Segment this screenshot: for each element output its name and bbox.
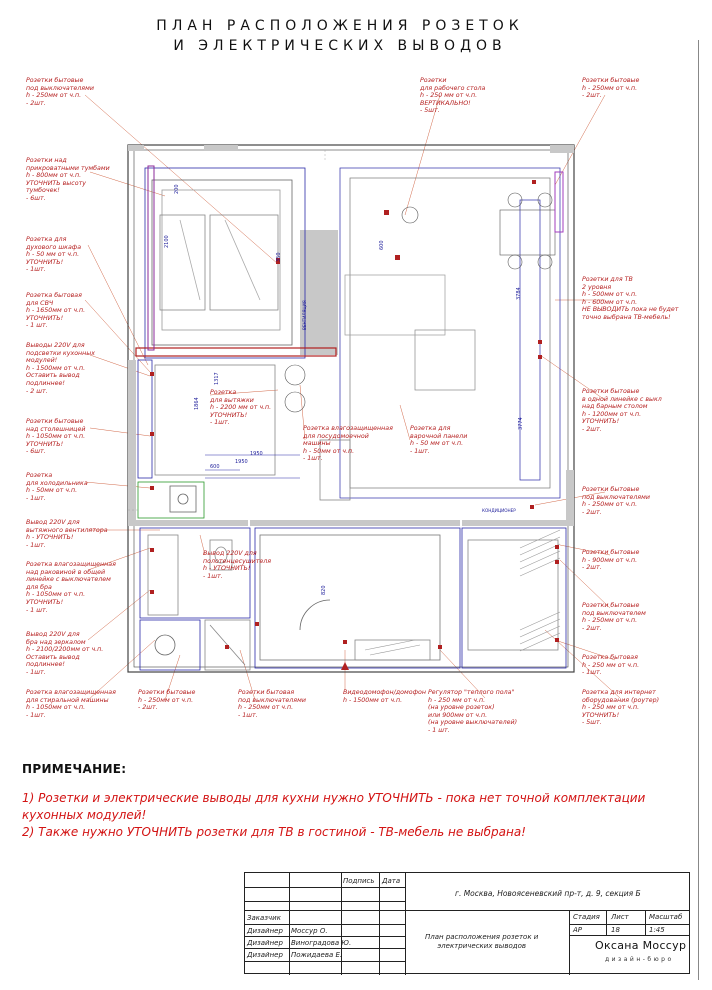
hallway — [255, 528, 460, 668]
tb-scale-label: Масштаб — [649, 913, 683, 921]
annotation-single-outlet: Розетка бытовая h - 250 мм от ч.п. - 1шт. — [582, 654, 640, 677]
annotation-cabinet-lighting: Выводы 220V для подсветки кухонных модулей! h - 1500мм от ч.п. Оставить вывод подлиннее! - 2 шт. — [26, 342, 95, 395]
dim-3784: 3784 — [516, 287, 522, 300]
annotation-sink-outlet: Розетка влагозащищенная над раковиной в общей линейке с выключателем для бра h - 1050мм от ч.п. УТОЧНИТЬ! - 1 шт. — [26, 561, 116, 614]
annotation-tv-outlets: Розетки для ТВ 2 уровня h - 500мм от ч.п. h - 600мм от ч.п. НЕ ВЫВОДИТЬ пока не будет точно выбрана ТВ-мебель! — [582, 276, 679, 321]
label-ventilation: ВЕНТИЛЯЦИЯ — [302, 300, 307, 330]
annotation-900-outlets: Розетки бытовые h - 900мм от ч.п. - 2шт. — [582, 549, 640, 572]
title-block — [244, 872, 690, 974]
annotation-living-outlets: Розетки бытовые h - 250мм от ч.п. - 2шт. — [582, 77, 640, 100]
dim-820: 820 — [321, 585, 327, 595]
sheet-border — [698, 40, 699, 980]
annotation-bath-outlets: Розетки бытовые h - 250мм от ч.п. - 2шт. — [138, 689, 196, 712]
tb-designer-1: Моссур О. — [291, 927, 328, 935]
tb-sheet-title: План расположения розеток и электрических выводов — [425, 933, 539, 950]
annotation-microwave-outlet: Розетка бытовая для СВЧ h - 1650мм от ч.п. УТОЧНИТЬ! - 1 шт. — [26, 292, 86, 330]
notes-section — [22, 762, 682, 841]
annotation-desk-outlets: Розетки для рабочего стола h - 250 мм от ч.п. ВЕРТИКАЛЬНО! - 5шт. — [420, 77, 486, 115]
tb-designer-label-2: Дизайнер — [247, 939, 283, 947]
annotation-towel-warmer: Вывод 220V для полотенцесушителя h - УТОЧНИТЬ! - 1шт. — [203, 550, 272, 580]
hatching — [365, 530, 560, 655]
tb-scale: 1:45 — [649, 926, 665, 934]
annotation-fridge-outlet: Розетка для холодильника h - 50мм от ч.п. - 1шт. — [26, 472, 88, 502]
tb-designer-3: Пожидаева Е. — [291, 951, 343, 959]
annotation-hood-outlet: Розетка для вытяжки h - 2200 мм от ч.п. УТОЧНИТЬ! - 1шт. — [210, 389, 272, 427]
bedroom — [145, 168, 305, 358]
dim-2100: 2100 — [164, 235, 170, 248]
dim-1317: 1317 — [214, 372, 220, 385]
annotation-bar-outlets: Розетки бытовые в одной линейке с выкл над барным столом h - 1200мм от ч.п. УТОЧНИТЬ! - 2шт. — [582, 388, 662, 433]
annotation-hall-outlet: Розетки бытовая под выключателями h - 250мм от ч.п. - 1шт. — [238, 689, 306, 719]
note-1: 1) Розетки и электрические выводы для кухни нужно УТОЧНИТЬ - пока нет точной комплектации — [22, 791, 646, 805]
annotation-router-outlet: Розетка для интернет оборудования (роутер) h - 250 мм от ч.п. УТОЧНИТЬ! - 5шт. — [582, 689, 660, 727]
title-line-1: ПЛАН РАСПОЛОЖЕНИЯ РОЗЕТОК — [156, 18, 524, 34]
annotation-mirror-sconce: Вывод 220V для бра над зеркалом h - 2100/2200мм от ч.п. Оставить вывод подлиннее! - 1шт. — [26, 631, 104, 676]
annotation-bedside-outlets: Розетки над прикроватными тумбами h - 800мм от ч.п. УТОЧНИТЬ высоту тумбочек! - 6шт. — [26, 157, 110, 202]
notes-heading: ПРИМЕЧАНИЕ: — [22, 762, 127, 776]
dim-600-b: 600 — [379, 240, 385, 250]
label-conditioner: КОНДИЦИОНЕР — [482, 508, 516, 513]
tb-sheet: 18 — [611, 926, 620, 934]
tb-customer-label: Заказчик — [247, 914, 281, 922]
tb-stage: АР — [573, 926, 583, 934]
title-line-2: И ЭЛЕКТРИЧЕСКИХ ВЫВОДОВ — [173, 38, 507, 54]
annotation-washer-outlet: Розетка влагозащищенная для стиральной машины h - 1050мм от ч.п. - 1шт. — [26, 689, 116, 719]
annotation-bedroom-outlets: Розетки бытовые под выключателями h - 250мм от ч.п. - 2шт. — [26, 77, 94, 107]
dim-200: 200 — [174, 184, 180, 194]
wall-fills — [128, 145, 574, 526]
dim-1950: 1950 — [235, 459, 248, 465]
annotation-living-switch-outlets: Розетки бытовые под выключателями h - 250мм от ч.п. - 2шт. — [582, 486, 650, 516]
tb-address: г. Москва, Новоясеневский пр-т, д. 9, секция Б — [455, 889, 641, 898]
tb-sheet-label: Лист — [611, 913, 629, 921]
annotation-intercom: Видеодомофон/домофон h - 1500мм от ч.п. — [343, 689, 426, 704]
dim-600: 600 — [210, 464, 220, 470]
tb-designer-2: Виноградова Ю. — [291, 939, 352, 947]
annotation-switch-outlets-right: Розетки бытовые под выключателем h - 250мм от ч.п. - 2шт. — [582, 602, 646, 632]
brand-name: Оксана Моссур — [595, 939, 687, 952]
tb-designer-label-3: Дизайнер — [247, 951, 283, 959]
note-2: 2) Также нужно УТОЧНИТЬ розетки для ТВ в гостиной - ТВ-мебель не выбрана! — [22, 825, 526, 839]
annotation-oven-outlet: Розетка для духового шкафа h - 50 мм от ч.п. УТОЧНИТЬ! - 1шт. — [26, 236, 82, 274]
bottom-right-room — [462, 528, 566, 668]
tb-designer-label-1: Дизайнер — [247, 927, 283, 935]
tb-stage-label: Стадия — [573, 913, 600, 921]
note-1-continued: кухонных модулей! — [22, 808, 147, 822]
brand-subtitle: дизайн-бюро — [605, 956, 674, 963]
annotation-cooktop-outlet: Розетка для варочной панели h - 50 мм от ч.п. - 1шт. — [410, 425, 468, 455]
dim-1950-b: 1950 — [250, 451, 263, 457]
dim-1864: 1864 — [194, 397, 200, 410]
annotation-fan-output: Вывод 220V для вытяжного вентилятора h - УТОЧНИТЬ! - 1шт. — [26, 519, 108, 549]
tb-sign-label: Подпись — [343, 877, 375, 885]
annotation-countertop-outlets: Розетки бытовые над столешницей h - 1050мм от ч.п. УТОЧНИТЬ! - 6шт. — [26, 418, 86, 456]
dim-3774: 3774 — [518, 417, 524, 430]
dim-350: 350 — [276, 252, 282, 262]
annotation-dishwasher-outlet: Розетка влагозащищенная для посудомоечной машины h - 50мм от ч.п. - 1шт. — [303, 425, 393, 463]
tb-date-label: Дата — [382, 877, 401, 885]
annotation-floor-heating: Регулятор "теплого пола" h - 250 мм от ч.п. (на уровне розеток) или 900мм от ч.п. (на уровне выключателей) - 1 шт. — [428, 689, 518, 734]
